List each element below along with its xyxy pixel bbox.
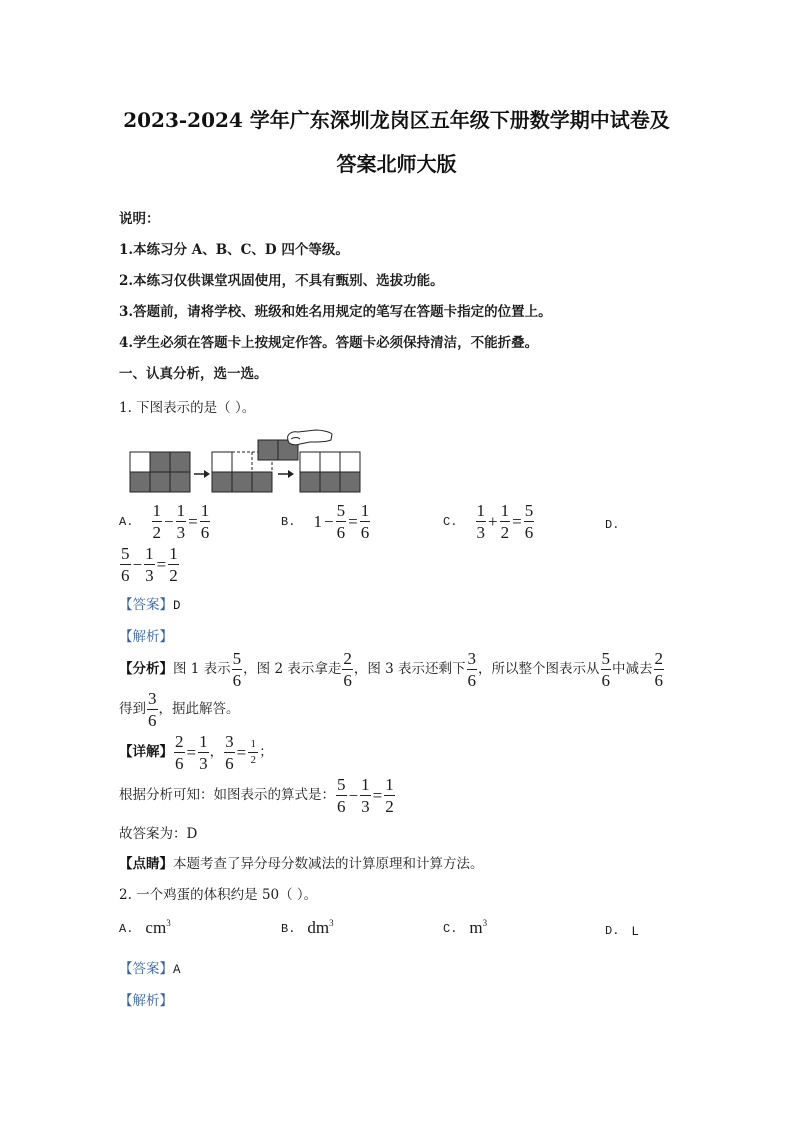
option-c[interactable]: C. $m^3$ [443,918,488,937]
fraction: $\frac{1}{3}$ [476,501,485,542]
fraction: $\frac{1}{3}$ [176,501,186,542]
question-2-answer: 【答案】A [119,961,181,977]
fraction: $\frac{5}{6}$ [336,501,346,542]
question-1-xiangjie: 【详解】 $\frac{2}{6}$ = $\frac{1}{3}$ ， $\frac{3}{6}$ = $\frac{1}{2}$ ； [119,732,273,773]
question-2-stem: 2. 一个鸡蛋的体积约是 50（ ）。 [119,887,318,903]
section-heading: 一、认真分析，选一选。 [119,366,268,382]
hand-icon [288,430,332,445]
option-b[interactable]: B. $dm^3$ [281,918,334,937]
option-d-label[interactable]: D. [605,517,620,532]
fraction: $\frac{1}{2}$ [500,501,510,542]
question-1-final-answer: 故答案为：D [119,826,198,842]
question-1-answer: 【答案】D [119,597,181,613]
option-a[interactable]: A. $cm^3$ [119,918,171,937]
grid-three-sixths [300,452,360,492]
fraction: $\frac{1}{2}$ [169,544,178,585]
instructions-heading: 说明： [119,211,160,227]
instruction-item: 4.学生必须在答题卡上按规定作答。答题卡必须保持清洁，不能折叠。 [119,335,539,351]
instruction-item: 3.答题前，请将学校、班级和姓名用规定的笔写在答题卡指定的位置上。 [119,304,552,320]
option-d[interactable]: D. L [605,923,639,939]
arrow-right-icon [194,470,210,478]
fraction: $\frac{5}{6}$ [121,544,130,585]
fraction: $\frac{5}{6}$ [524,501,534,542]
instruction-item: 2.本练习仅供课堂巩固使用，不具有甄别、选拔功能。 [119,273,444,289]
fraction: $\frac{1}{6}$ [200,501,210,542]
option-d-expression[interactable]: $\frac{5}{6}$ − $\frac{1}{3}$ = $\frac{1}{2}$ [121,544,178,585]
option-a[interactable]: A. $\frac{1}{2}$ − $\frac{1}{3}$ = $\frac{1}{6}$ [119,501,210,542]
grid-five-sixths [130,452,190,492]
question-1-conclusion: 根据分析可知：如图表示的算式是： $\frac{5}{6}$ − $\frac{1}{3}$ = $\frac{1}{2}$ [119,775,394,816]
fraction: $\frac{1}{6}$ [360,501,370,542]
document-title-line-2: 答案北师大版 [336,152,457,176]
question-1-fenxi-cont: 得到 $\frac{3}{6}$ ，据此解答。 [119,689,240,730]
fraction: $\frac{1}{3}$ [145,544,154,585]
document-title-line-1: 2023-2024 学年广东深圳龙岗区五年级下册数学期中试卷及 [123,108,670,132]
grid-taken-away [212,440,298,492]
question-1-analysis-label: 【解析】 [119,629,173,645]
option-b[interactable]: B. 1 − $\frac{5}{6}$ = $\frac{1}{6}$ [281,501,370,542]
question-1-figure [128,428,368,496]
question-2-analysis-label: 【解析】 [119,993,173,1009]
arrow-right-icon [278,470,294,478]
question-1-fenxi: 【分析】图 1 表示 $\frac{5}{6}$ ，图 2 表示拿走 $\frac{2}{6}$ ，图 3 表示还剩下 $\frac{3}{6}$ ，所以整个图表示从 $\frac{5}{6}$ 中减去 $\frac{2}{6}$ [119,649,664,690]
question-1-stem: 1. 下图表示的是（ ）。 [119,400,256,416]
instruction-item: 1.本练习分 A、B、C、D 四个等级。 [119,242,349,258]
fraction: $\frac{1}{2}$ [152,501,161,542]
question-1-dianjing: 【点睛】本题考查了异分母分数减法的计算原理和计算方法。 [119,856,484,872]
option-c[interactable]: C. $\frac{1}{3}$ + $\frac{1}{2}$ = $\frac{5}{6}$ [443,501,534,542]
